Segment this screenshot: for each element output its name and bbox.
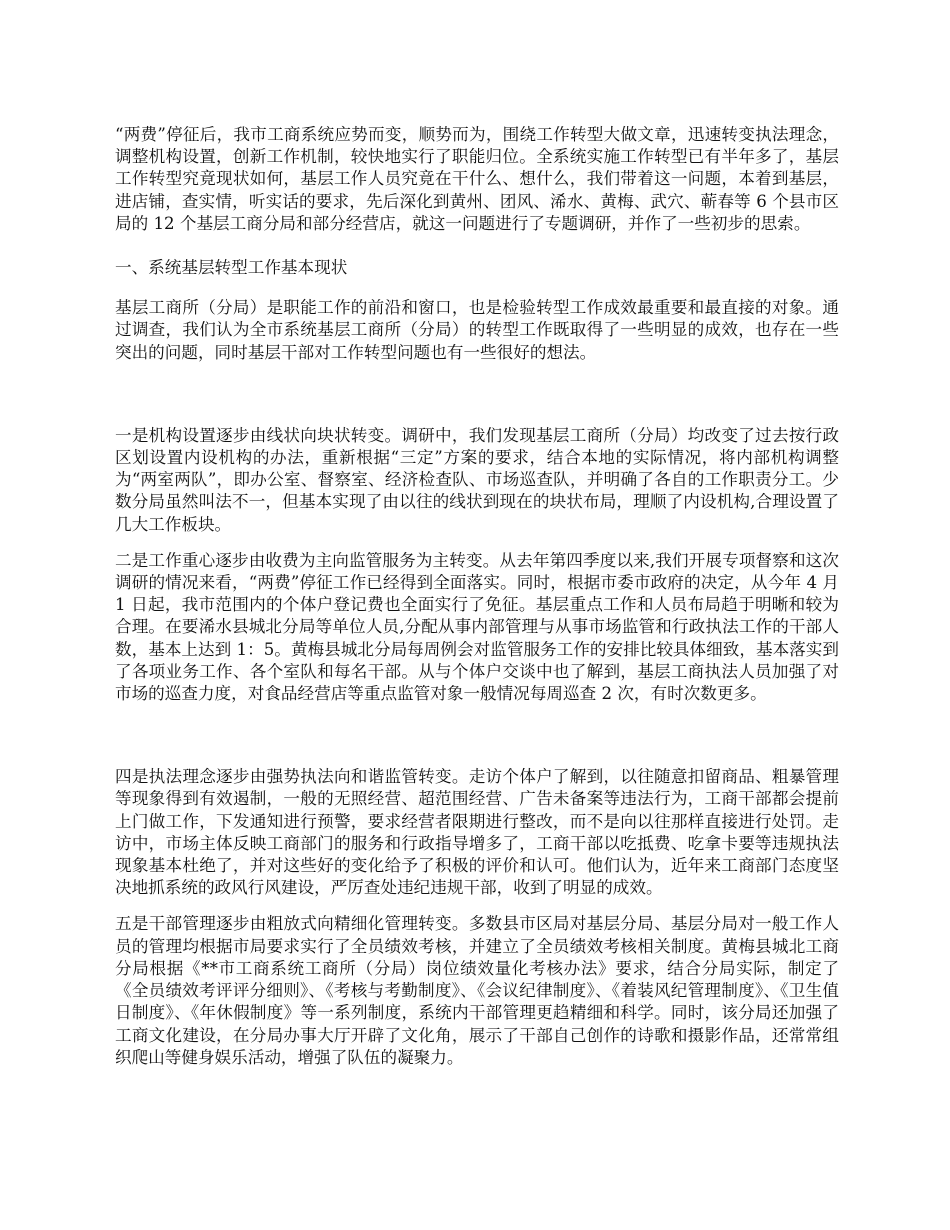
intro-paragraph: “两费”停征后，我市工商系统应势而变，顺势而为，围绕工作转型大做文章，迅速转变执法理念，调整机构设置，创新工作机制，较快地实行了职能归位。全系统实施工作转型已有半年多了，基层工作转型究竟现状如何，基层工作人员究竟在干什么、想什么，我们带着这一问题，本着到基层，进店铺，查实情，听实话的要求，先后深化到黄州、团风、浠水、黄梅、武穴、蕲春等 6 个县市区局的 12 个基层工商分局和部分经营店，就这一问题进行了专题调研，并作了一些初步的思索。: [115, 125, 839, 233]
point-five-paragraph: 五是干部管理逐步由粗放式向精细化管理转变。多数县市区局对基层分局、基层分局对一般工作人员的管理均根据市局要求实行了全员绩效考核，并建立了全员绩效考核相关制度。黄梅县城北工商分局根据《**市工商系统工商所（分局）岗位绩效量化考核办法》要求，结合分局实际，制定了《全员绩效考评评分细则》、《考核与考勤制度》、《会议纪律制度》、《着装风纪管理制度》、《卫生值日制度》、《年休假制度》等一系列制度，系统内干部管理更趋精细和科学。同时，该分局还加强了工商文化建设，在分局办事大厅开辟了文化角，展示了干部自己创作的诗歌和摄影作品，还常常组织爬山等健身娱乐活动，增强了队伍的凝聚力。: [115, 914, 839, 1067]
point-one-paragraph: 一是机构设置逐步由线状向块状转变。调研中，我们发现基层工商所（分局）均改变了过去按行政区划设置内设机构的办法，重新根据“三定”方案的要求，结合本地的实际情况，将内部机构调整为“两室两队”，即办公室、督察室、经济检查队、市场巡查队，并明确了各自的工作职责分工。少数分局虽然叫法不一，但基本实现了由以往的线状到现在的块状布局，理顺了内设机构,合理设置了几大工作板块。: [115, 425, 839, 534]
document-body: [115, 124, 839, 1069]
section-heading: 一、系统基层转型工作基本现状: [115, 258, 348, 278]
section-intro-paragraph: 基层工商所（分局）是职能工作的前沿和窗口，也是检验转型工作成效最重要和最直接的对象。通过调查，我们认为全市系统基层工商所（分局）的转型工作既取得了一些明显的成效，也存在一些突出的问题，同时基层干部对工作转型问题也有一些很好的想法。: [115, 298, 839, 362]
point-two-paragraph: 二是工作重心逐步由收费为主向监管服务为主转变。从去年第四季度以来,我们开展专项督察和这次调研的情况来看，“两费”停征工作已经得到全面落实。同时，根据市委市政府的决定，从今年 4 月 1 日起，我市范围内的个体户登记费也全面实行了免征。基层重点工作和人员布局趋于明晰和较为合理。在要浠水县城北分局等单位人员,分配从事内部管理与从事市场监管和行政执法工作的干部人数，基本上达到 1：5。黄梅县城北分局每周例会对监管服务工作的安排比较具体细致，基本落实到了各项业务工作、各个室队和每名干部。从与个体户交谈中也了解到，基层工商执法人员加强了对市场的巡查力度，对食品经营店等重点监管对象一般情况每周巡查 2 次，有时次数更多。: [115, 550, 839, 704]
point-four-paragraph: 四是执法理念逐步由强势执法向和谐监管转变。走访个体户了解到，以往随意扣留商品、粗暴管理等现象得到有效遏制，一般的无照经营、超范围经营、广告未备案等违法行为，工商干部都会提前上门做工作，下发通知进行预警，要求经营者限期进行整改，而不是向以往那样直接进行处罚。走访中，市场主体反映工商部门的服务和行政指导增多了，工商干部以吃抵费、吃拿卡要等违规执法现象基本杜绝了，并对这些好的变化给予了积极的评价和认可。他们认为，近年来工商部门态度坚决地抓系统的政风行风建设，严厉查处违纪违规干部，收到了明显的成效。: [115, 767, 839, 898]
